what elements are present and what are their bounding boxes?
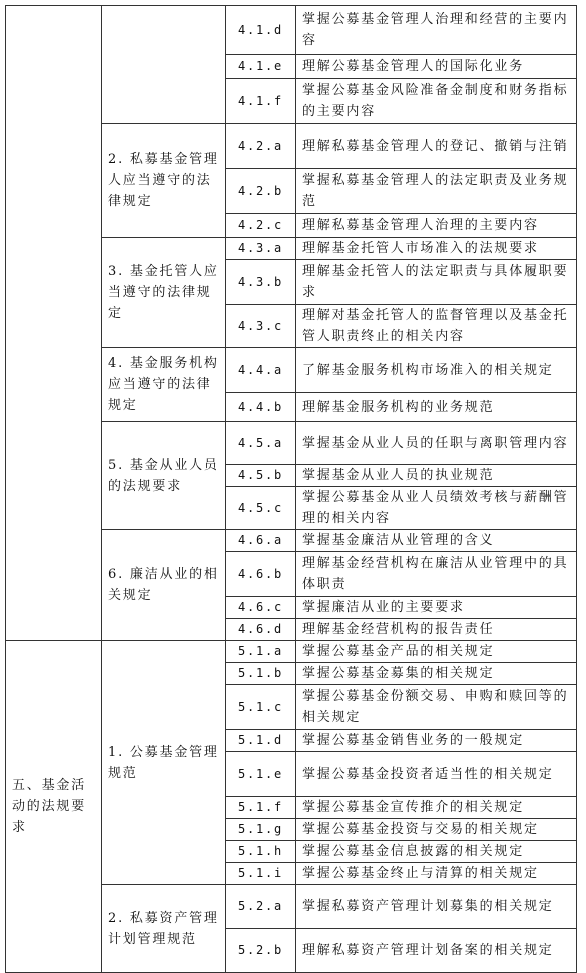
item-requirement: 理解基金服务机构的业务规范 — [296, 393, 577, 422]
item-requirement: 掌握廉洁从业的主要要求 — [296, 597, 577, 619]
item-code: 4.5.b — [226, 465, 296, 487]
item-code: 5.2.a — [226, 885, 296, 929]
item-code: 4.6.a — [226, 530, 296, 552]
item-code: 4.3.c — [226, 305, 296, 348]
item-requirement: 了解基金服务机构市场准入的相关规定 — [296, 348, 577, 393]
item-requirement: 掌握公募基金信息披露的相关规定 — [296, 841, 577, 863]
item-code: 4.4.b — [226, 393, 296, 422]
item-requirement: 掌握公募基金投资者适当性的相关规定 — [296, 752, 577, 797]
item-requirement: 掌握公募基金产品的相关规定 — [296, 641, 577, 663]
item-requirement: 掌握公募基金销售业务的一般规定 — [296, 730, 577, 752]
item-code: 5.2.b — [226, 929, 296, 973]
item-code: 4.2.b — [226, 169, 296, 214]
item-code: 5.1.f — [226, 797, 296, 819]
item-requirement: 掌握基金廉洁从业管理的含义 — [296, 530, 577, 552]
item-code: 5.1.e — [226, 752, 296, 797]
item-requirement: 掌握公募基金投资与交易的相关规定 — [296, 819, 577, 841]
item-requirement: 掌握私募资产管理计划募集的相关规定 — [296, 885, 577, 929]
section-cell-4-4: 4. 基金服务机构应当遵守的法律规定 — [102, 348, 226, 422]
item-code: 5.1.i — [226, 863, 296, 885]
item-code: 5.1.b — [226, 663, 296, 685]
section-cell-4-1-continued — [102, 6, 226, 124]
item-requirement: 掌握公募基金募集的相关规定 — [296, 663, 577, 685]
item-requirement: 掌握公募基金从业人员绩效考核与薪酬管理的相关内容 — [296, 487, 577, 530]
item-code: 5.1.a — [226, 641, 296, 663]
item-requirement: 理解公募基金管理人的国际化业务 — [296, 55, 577, 79]
section-cell-4-6: 6. 廉洁从业的相关规定 — [102, 530, 226, 641]
item-requirement: 理解私募基金管理人治理的主要内容 — [296, 214, 577, 238]
item-requirement: 理解基金经营机构的报告责任 — [296, 619, 577, 641]
section-cell-4-3: 3. 基金托管人应当遵守的法律规定 — [102, 238, 226, 348]
item-code: 4.1.f — [226, 79, 296, 124]
item-code: 5.1.c — [226, 685, 296, 730]
item-requirement: 掌握公募基金份额交易、申购和赎回等的相关规定 — [296, 685, 577, 730]
item-code: 4.6.b — [226, 552, 296, 597]
chapter-cell-5: 五、基金活动的法规要求 — [6, 641, 102, 973]
section-cell-5-1: 1. 公募基金管理规范 — [102, 641, 226, 885]
item-code: 4.3.b — [226, 260, 296, 305]
item-code: 4.2.a — [226, 124, 296, 169]
item-code: 4.4.a — [226, 348, 296, 393]
item-requirement: 掌握公募基金终止与清算的相关规定 — [296, 863, 577, 885]
item-code: 4.3.a — [226, 238, 296, 260]
item-code: 4.6.d — [226, 619, 296, 641]
item-requirement: 理解基金托管人的法定职责与具体履职要求 — [296, 260, 577, 305]
table-row — [6, 641, 577, 663]
item-requirement: 掌握基金从业人员的执业规范 — [296, 465, 577, 487]
section-cell-5-2: 2. 私募资产管理计划管理规范 — [102, 885, 226, 973]
item-code: 5.1.g — [226, 819, 296, 841]
item-requirement: 掌握公募基金风险准备金制度和财务指标的主要内容 — [296, 79, 577, 124]
item-requirement: 理解基金经营机构在廉洁从业管理中的具体职责 — [296, 552, 577, 597]
section-cell-4-5: 5. 基金从业人员的法规要求 — [102, 422, 226, 530]
chapter-cell-4-continued — [6, 6, 102, 641]
table-row — [6, 6, 577, 55]
item-code: 4.5.c — [226, 487, 296, 530]
item-requirement: 理解私募资产管理计划备案的相关规定 — [296, 929, 577, 973]
item-code: 4.5.a — [226, 422, 296, 465]
item-code: 4.1.e — [226, 55, 296, 79]
item-requirement: 掌握基金从业人员的任职与离职管理内容 — [296, 422, 577, 465]
item-code: 5.1.d — [226, 730, 296, 752]
item-requirement: 理解对基金托管人的监督管理以及基金托管人职责终止的相关内容 — [296, 305, 577, 348]
section-cell-4-2: 2. 私募基金管理人应当遵守的法律规定 — [102, 124, 226, 238]
item-requirement: 掌握公募基金宣传推介的相关规定 — [296, 797, 577, 819]
item-code: 4.1.d — [226, 6, 296, 55]
item-code: 5.1.h — [226, 841, 296, 863]
item-code: 4.2.c — [226, 214, 296, 238]
item-code: 4.6.c — [226, 597, 296, 619]
item-requirement: 掌握公募基金管理人治理和经营的主要内容 — [296, 6, 577, 55]
item-requirement: 掌握私募基金管理人的法定职责及业务规范 — [296, 169, 577, 214]
item-requirement: 理解基金托管人市场准入的法规要求 — [296, 238, 577, 260]
item-requirement: 理解私募基金管理人的登记、撤销与注销 — [296, 124, 577, 169]
syllabus-table — [5, 5, 577, 973]
